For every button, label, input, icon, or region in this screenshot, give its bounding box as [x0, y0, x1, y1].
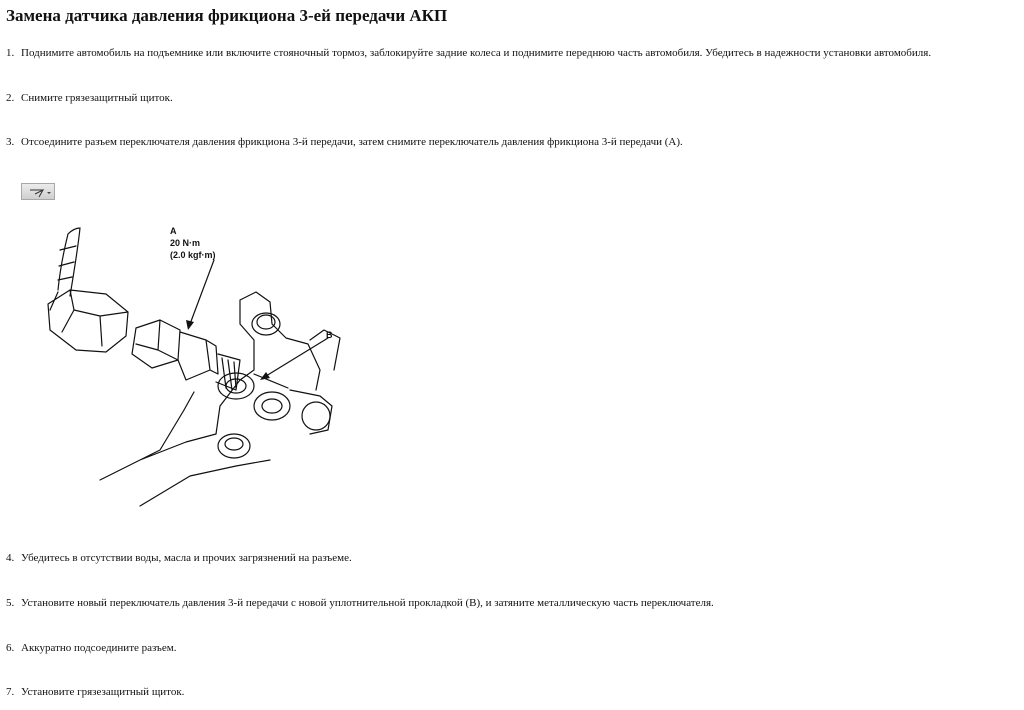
label-a: A: [170, 226, 177, 236]
step-text: Снимите грязезащитный щиток.: [21, 92, 173, 104]
leader-b: [266, 338, 328, 376]
step-number: 2.: [6, 92, 15, 104]
step-6: [6, 642, 176, 654]
step-1: [6, 47, 931, 59]
magnify-arrow-icon: [22, 184, 56, 201]
step-text: Установите новый переключатель давления 3-й передачи с новой уплотнительной прокладкой (B), и затяните металлическую часть переключателя.: [21, 597, 714, 609]
step-4: [6, 552, 352, 564]
leader-a-arrowhead: [186, 320, 194, 330]
label-b: B: [326, 330, 333, 340]
step-text: Отсоедините разъем переключателя давления фрикциона 3-й передачи, затем снимите переключатель давления фрикциона 3-й передачи (A).: [21, 136, 683, 148]
step-number: 1.: [6, 47, 15, 59]
step-3: [6, 136, 683, 148]
step-number: 7.: [6, 686, 15, 698]
torque-kgf: (2.0 kgf·m): [170, 250, 216, 260]
step-text: Поднимите автомобиль на подъемнике или включите стояночный тормоз, заблокируйте задние колеса и поднимите переднюю часть автомобиля. Убедитесь в надежности установки автомобиля.: [21, 47, 932, 59]
connector: [48, 290, 128, 352]
page-title: Замена датчика давления фрикциона 3-ей передачи АКП: [6, 6, 448, 25]
valve-body: [100, 292, 340, 506]
step-text: Убедитесь в отсутствии воды, масла и прочих загрязнений на разъеме.: [21, 552, 352, 564]
step-text: Установите грязезащитный щиток.: [21, 686, 185, 698]
leader-b-arrowhead: [260, 372, 270, 380]
step-2: [6, 92, 173, 104]
step-number: 3.: [6, 136, 15, 148]
step-text: Аккуратно подсоедините разъем.: [21, 642, 177, 654]
step-7: [6, 686, 184, 698]
leader-a: [190, 260, 214, 324]
torque-nm: 20 N·m: [170, 238, 201, 248]
pressure-switch: [132, 320, 240, 390]
step-5: [6, 597, 714, 609]
switch-diagram: [40, 220, 360, 520]
zoom-button[interactable]: [21, 183, 55, 200]
step-number: 5.: [6, 597, 15, 609]
wire-harness: [58, 228, 80, 296]
step-number: 4.: [6, 552, 15, 564]
step-number: 6.: [6, 642, 15, 654]
